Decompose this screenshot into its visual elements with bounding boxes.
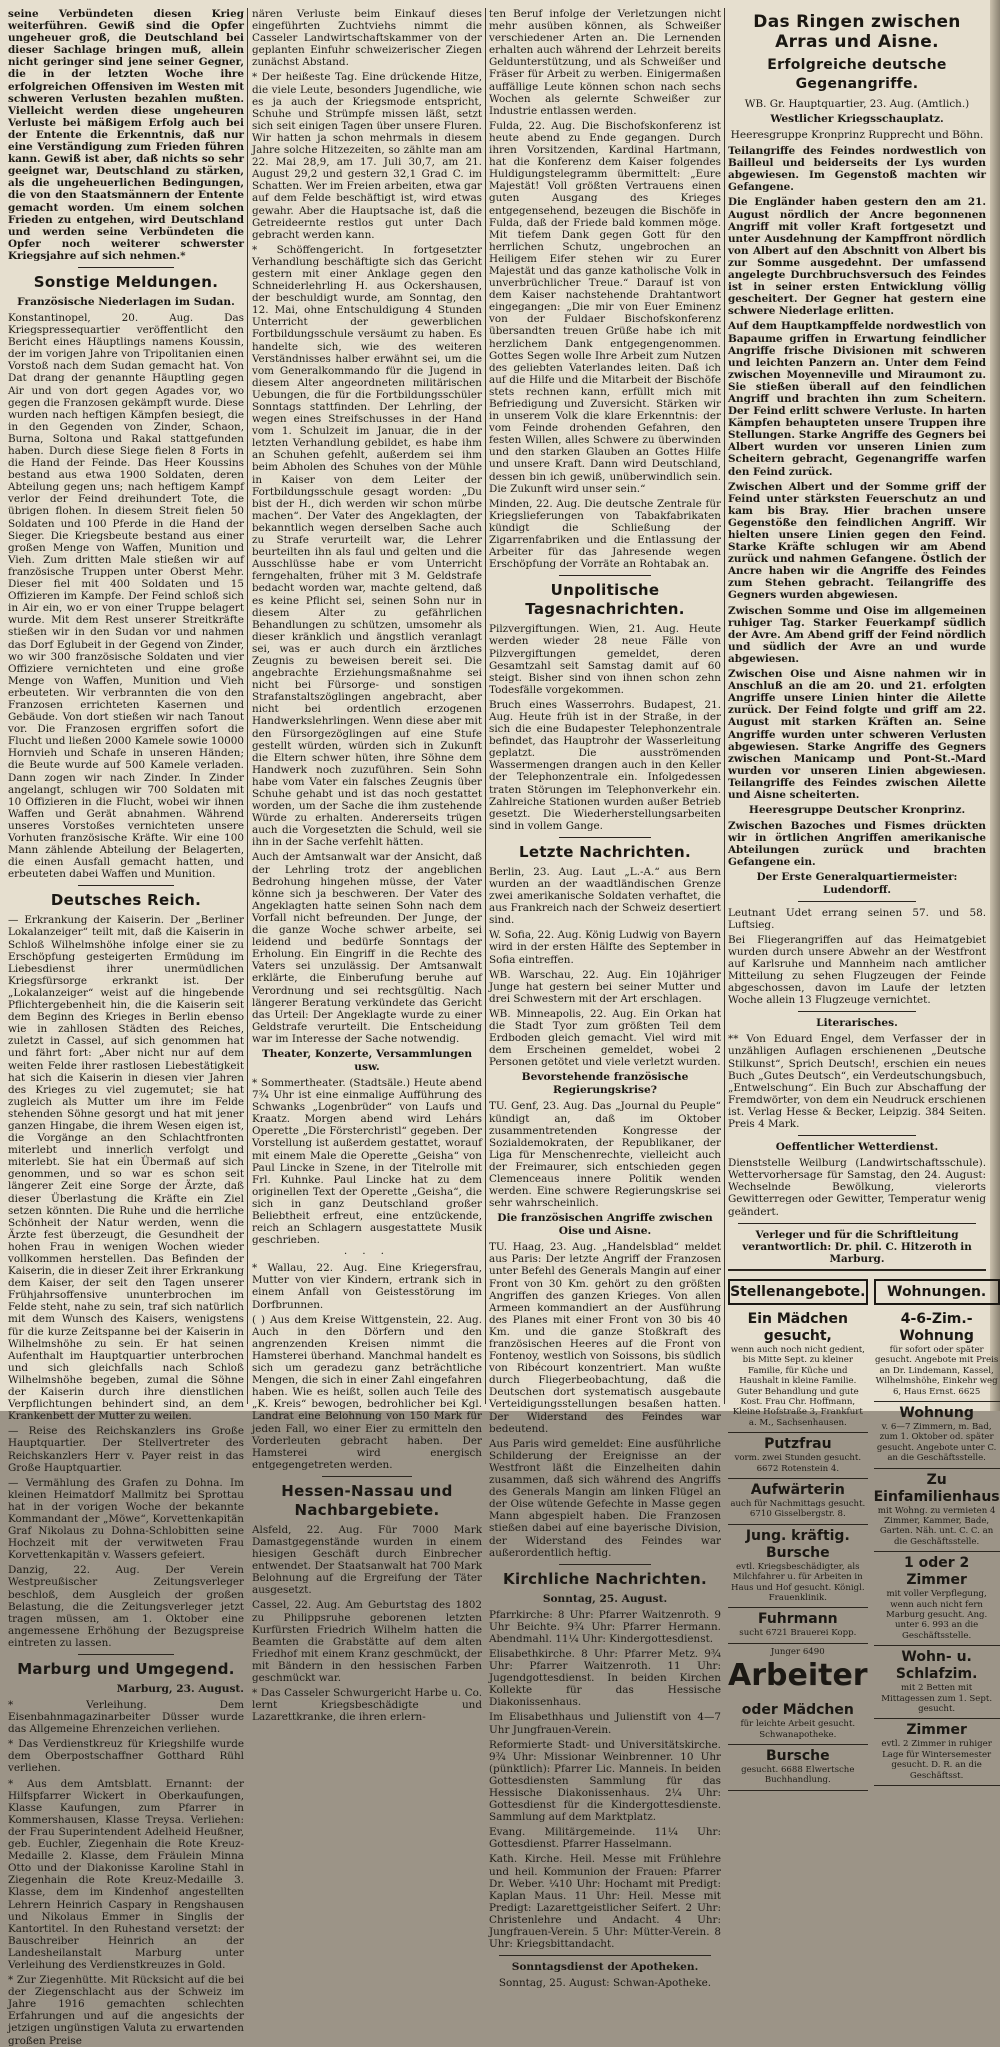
ad-title: Wohnung xyxy=(899,1404,974,1421)
article-text: seine Verbündeten diesen Krieg weiterführen. Gewiß sind die Opfer ungeheuer groß, die Deutschland bei dieser Sachlage bringen muß, allein nicht geringer sind jene seiner Gegner, die in der letzten Woche ihre erfolgreichen Offensiven im Westen mit schweren Verlusten bezahlen mußten. Vielleicht werden diese ungeheuren Verluste bei mäßigem Erfolg auch bei der Entente die Erkenntnis, daß nur eine Verständigung zum Frieden führen kann. Gewiß ist aber, daß nichts so sehr geeignet war, Deutschland zu stärken, als die ungeheuerlichen Bedingungen, die von den Staatsmännern der Entente gemacht worden. Um einem solchen Frieden zu entgehen, wird Deutschland und werden seine Verbündeten die Opfer noch weiterer schwerster Kriegsjahre auf sich nehmen.* xyxy=(8,8,244,262)
report-text: Zwischen Oise und Aisne nahmen wir in Anschluß an die am 20. und 21. erfolgten Angriffe unsere Linien hinter die Ailette zurück. Der Feind folgte und griff am 22. August mit starken Kräften an. Seine Angriffe wurden unter schweren Verlusten abgewiesen. Starke Angriffe des Gegners zwischen Manicamp und Pont-St.-Mard wurden vor unseren Linien abgewiesen. Teilangriffe des Feindes zwischen Ailette und Aisne scheiterten. xyxy=(728,668,986,801)
article-text: Fulda, 22. Aug. Die Bischofskonferenz ist heute abend zu Ende gegangen. Durch ihren Vorsitzenden, Kardinal Hartmann, hat die Konferenz dem Kaiser folgendes Huldigungstelegramm übermittelt: „Eure Majestät! Voll größten Vertrauens einen guten Ausgang des Krieges entgegensehend, bezeugen die Bischöfe in Fulda, daß der Friede bald kommen möge. Mit tiefem Dank gegen Gott für den herrlichen Schutz, ungebrochen an Heiligem Eifer stehen wir zu Eurer Majestät und das ganze katholische Volk in unverbrüchlicher Treue.“ Darauf ist von dem Kaiser nachstehende Drahtantwort eingegangen: „Die mir von Euer Eminenz von der Fuldaer Bischofskonferenz übersandten treuen Grüße habe ich mit herzlichem Dank entgegengenommen. Gottes Segen wolle Ihre Arbeit zum Nutzen des geliebten Vaterlandes leiten. Daß ich auf die Hilfe und die Mitarbeit der Bischöfe stets rechnen kann, erfüllt mich mit Befriedigung und Zuversicht. Stärken wir in unserem Volk die klare Erkenntnis: der vom Feinde drohenden Gefahren, den festen Willen, alles Schwere zu überwinden und den starken Glauben an Gottes Hilfe und unsere Kraft. Dann wird Deutschland, dessen bin ich gewiß, unüberwindlich sein. Die Zukunft wird unser sein.“ xyxy=(489,119,721,495)
article-subheading: Theater, Konzerte, Versammlungen usw. xyxy=(261,1047,473,1073)
ad-item xyxy=(874,1646,1000,1719)
ad-body: gesucht. 6688 Elwertsche Buchhandlung. xyxy=(741,1765,855,1786)
article-subheading: Heeresgruppe Deutscher Kronprinz. xyxy=(748,804,966,817)
ad-item xyxy=(728,1525,868,1609)
section-heading: Kirchliche Nachrichten. xyxy=(503,1569,707,1588)
article-text: Leutnant Udet errang seinen 57. und 58. Luftsieg. xyxy=(728,906,986,931)
dateline: WB. Gr. Hauptquartier, 23. Aug. (Amtlich.) xyxy=(744,98,970,110)
article-text: ( ) Aus dem Kreise Wittgenstein, 22. Aug. Auch in den Dörfern und den angrenzenden Kreisen nimmt die Hamsterei überhand. Manchmal handelt es sich um geradezu ganz beträchtliche Mengen, die sich in einer Zahl eingefahren haben. Wie es heißt, sollen auch Teile des „K. Kreis“ bewogen, bedrohlicher bei Kgl. Landrat eine Belohnung von 150 Mark für jeden Fall, wo einer Eier zu ermitteln den Vorderleuten gebracht haben. Der Hamsterei wird energisch entgegengetreten werden. xyxy=(252,1313,482,1471)
section-rule xyxy=(798,901,916,902)
article-text: * Der heißeste Tag. Eine drückende Hitze, die viele Leute, besonders Jugendliche, wie es ja auch der Kriegsmode entspricht, Schuhe und Strümpfe missen läßt, setzt sich seit einigen Tagen über unsere Fluren. Wir hatten ja schon mehrmals in diesem Jahre solche Hitzezeiten, so zählte man am 22. Mai 28,9, am 17. Juli 30,7, am 21. August 29,2 und gestern 32,1 Grad C. im Schatten. Wer im Freien arbeiten, etwa gar auf dem Felde beschäftigt ist, wird etwas gewahr. Aber die Hauptsache ist, daß die Getreideernte restlos gut unter Dach gebracht werden kann. xyxy=(252,71,482,241)
ad-body: mit voller Verpflegung, wenn auch nicht fern Marburg gesucht. Ang. unter 6. 993 an die Geschäftsstelle. xyxy=(886,1589,988,1641)
column-1 xyxy=(8,8,244,2047)
ad-body: auch für Nachmittags gesucht. 6710 Gisselbergstr. 8. xyxy=(730,1498,866,1520)
section-rule xyxy=(559,1564,651,1565)
classifieds xyxy=(728,1279,1000,1791)
section-rule xyxy=(499,1955,711,1956)
article-text: Danzig, 22. Aug. Der Verein Westpreußischer Zeitungsverleger beschloß, dem Ausgleich der großen Belastung, die die Zeitungsverleger jetzt tragen müssen, am 1. Oktober eine angemessene Erhöhung der Bezugspreise eintreten zu lassen. xyxy=(8,1564,244,1649)
ad-item xyxy=(728,1745,868,1791)
page-edge xyxy=(990,0,1000,1411)
ad-body: v. 6—7 Zimmern, m. Bad, zum 1. Oktober od. später gesucht. Angebote unter C. an die Geschäftsstelle. xyxy=(876,1421,997,1464)
section-rule xyxy=(559,575,651,576)
ad-title: 1 oder 2 Zimmer xyxy=(903,1555,970,1589)
article-text: Auch der Amtsanwalt war der Ansicht, daß der Lehrling trotz der angeblichen Bedrohung hingehen müsse, der Vater könne sich ja beschweren. Der Vater des Angeklagten hatte seinen Sohn nach dem Vorfall nicht befreunden. Der Junge, der die ganze Woche schwer arbeite, sei leidend und bedürfe Sonntags der Erholung. Ein Eingriff in die Rechte des Vaters sei unzulässig. Der Amtsanwalt erklärte, die Einberufung beruhe auf Verordnung und sei rechtsgültig. Nach längerer Beratung verkündete das Gericht das Urteil: Der Angeklagte wurde zu einer Geldstrafe verurteilt. Die Entscheidung war im Interesse der Sache notwendig. xyxy=(252,851,482,1045)
ad-title: Aufwärterin xyxy=(750,1481,845,1498)
article-text: — Vermählung des Grafen zu Dohna. Im kleinen Heimatdorf Mallmitz bei Sprottau hat in der vorigen Woche der bekannte Kommandant der „Möwe“, Korvettenkapitän Graf Nikolaus zu Dohna-Schlobitten seine Hochzeit mit der verwitweten Frau Korvettenkapitän v. Wassers gefeiert. xyxy=(8,1476,244,1562)
article-subheading: Bevorstehende französische Regierungskrise? xyxy=(521,1071,689,1097)
article-text: TU. Haag, 23. Aug. „Handelsblad“ meldet aus Paris: Der letzte Angriff der Franzosen unter Befehl des Generals Mangin auf einer Front von 30 Km. gehört zu den größten Angriffen des ganzen Krieges. Von allen Armeen kommandiert an der Ausführung des Planes mit einer Front von 30 bis 40 Km. und die ganze Stoßkraft des französischen Heeres auf die Front von Fontenoy, westlich von Soissons, bis südlich von Ribécourt konzentriert. Man wußte durch Fliegerbeobachtung, daß die Deutschen dort systematisch ausgebaute Verteidigungsstellungen besaßen hatten. Der Widerstand des Feindes war bedeutend. xyxy=(489,1241,721,1435)
ad-title: Ein Mädchen gesucht, xyxy=(747,1310,848,1344)
imprint: Verleger und für die Schriftleitung verantwortlich: Dr. phil. C. Hitzeroth in Marburg. xyxy=(742,1228,972,1265)
ad-item xyxy=(874,1469,1000,1553)
section-rule xyxy=(78,267,174,268)
dateline: Sonntag, 25. August. xyxy=(542,1592,668,1605)
article-text: Konstantinopel, 20. Aug. Das Kriegspressequartier veröffentlicht den Bericht eines Häuptlings namens Koussin, der im vorigen Jahre von Tripolitanien einen Vorstoß nach dem Sudan gemacht hat. Von Dat drang der genannte Häuptling gegen Air und von dort gegen Agades vor, wo gegen die Franzosen gekämpft wurde. Diese wurden nach heftigen Kämpfen besiegt, die in den Gegenden von Zinder, Schaon, Burna, Soltona und Rakal stattgefunden haben. Durch diese Siege fielen 8 Forts in die Hand der Feinde. Das Heer Koussins bestand aus etwa 1900 Soldaten, deren Abteilung gegen uns; nach heftigem Kampf verlor der Feind dreihundert Tote, die übrigen flohen. In diesem Streit fielen 50 Soldaten und 100 Pferde in die Hand der Sieger. Die Kriegsbeute bestand aus einer großen Menge von Waffen, Munition und Vieh. Zum dritten Male stießen wir auf französische Truppen unter Oberst Mehr. Dieser fiel mit 400 Soldaten und 15 Offizieren im Kampfe. Der Feind schloß sich in Air ein, wo er von einer Truppe belagert wurde. Mit dem Rest unserer Streitkräfte stießen wir in den Sudan vor und nahmen das Dorf Eglubeit in der Gegend von Zinder, wo wir 300 französische Soldaten und vier Offiziere vernichteten und eine große Menge von Waffen, Munition und Vieh erbeuteten. Wir verbrannten die von den Franzosen errichteten Kasernen und Gebäude. Von dort stießen wir nach Tanout vor. Die Franzosen ergriffen sofort die Flucht und ließen 2000 Kamele sowie 10000 Hornvieh und Schafe in unseren Händen; die Beute wurde auf 500 Kamele verladen. Dann zogen wir nach Zinder. In Zinder angelangt, schlugen wir 700 Soldaten mit 10 Offizieren in die Flucht, wobei wir ihnen Waffen und Gerät abnahmen. Während unseres Vorstoßes vernichteten unsere Vorhuten französische Kräfte. Wir eine 100 Mann zählende Abteilung der Belagerten, die einen Ausfall gemacht hatten, und erbeuteten dabei Waffen und Munition. xyxy=(8,311,244,881)
article-text: Elisabethkirche. 8 Uhr: Pfarrer Metz. 9¾ Uhr: Pfarrer Waitzenroth. 11 Uhr: Jugendgottesdienst. In beiden Kirchen Kollekte für das Hessische Diakonissenhaus. xyxy=(489,1647,721,1709)
report-text: Zwischen Bazoches und Fismes drückten wir in örtlichen Angriffen amerikanische Abteilungen zurück und brachten Gefangene ein. xyxy=(728,820,986,869)
article-text: Im Elisabethhaus und Julienstift von 4—7 Uhr Jungfrauen-Verein. xyxy=(489,1711,721,1736)
ad-title: Wohn- u. Schlafzim. xyxy=(895,1649,978,1683)
article-text: * Sommertheater. (Stadtsäle.) Heute abend 7¾ Uhr ist eine einmalige Aufführung des Schwanks „Logenbrüder“ von Laufs und Kraatz. Morgen abend wird Lehárs Operette „Die Försterchristl“ gegeben. Der Vorstellung ist außerdem gestattet, worauf mit einem Male die Operette „Geisha“ von Paul Lincke in Szene, in der Titelrolle mit Frl. Kuhnke. Paul Lincke hat zu dem originellen Text der Operette „Geisha“, die sich in ganz Deutschland großer Beliebtheit erfreut, eine entzückende, reich an Schlagern ausgestattete Musik geschrieben. xyxy=(252,1076,482,1247)
ad-item xyxy=(728,1308,868,1433)
column-2 xyxy=(252,8,482,1724)
ad-body: für sofort oder später gesucht. Angebote mit Preis an Dr. Lindemann, Kassel, Wilhelmshöhe, Einkehr weg 6, Haus Ernst. 6625 xyxy=(874,1344,999,1397)
weather-text: Dienststelle Weilburg (Landwirtschaftsschule). Wettervorhersage für Samstag, den 24. August: Wechselnde Bewölkung, vielerorts Gewitterregen oder Gewitter, Temperatur wenig geändert. xyxy=(728,1157,986,1218)
ads-right xyxy=(874,1279,1000,1791)
signature: Der Erste Generalquartiermeister: Ludendorff. xyxy=(756,871,958,896)
column-rule xyxy=(724,8,725,1404)
ad-title: Fuhrmann xyxy=(757,1611,838,1628)
article-text: Reformierte Stadt- und Universitätskirche. 9¾ Uhr: Missionar Weinbrenner. 10 Uhr (pünktlich): Pfarrer Lic. Manneis. In beiden Gottesdiensten Sammlung für das Hessische Diakonissenhaus. 2¼ Uhr: Gottesdienst für die Kindergottesdienste. Sammlung auf dem Marktplatz. xyxy=(489,1738,721,1824)
ad-item xyxy=(874,1308,1000,1402)
ad-item xyxy=(728,1699,868,1745)
section-rule xyxy=(78,1654,174,1655)
article-text: * Wallau, 22. Aug. Eine Kriegersfrau, Mutter von vier Kindern, ertrank sich in einem Anfall von Geistesstörung im Dorfbrunnen. xyxy=(252,1262,482,1311)
report-text: Zwischen Somme und Oise im allgemeinen ruhiger Tag. Starker Feuerkampf südlich der Avre. Am Abend griff der Feind nördlich und südlich der Avre an und wurde abgewiesen. xyxy=(728,604,986,665)
pharmacy-heading: Sonntagsdienst der Apotheken. xyxy=(511,1961,699,1974)
article-text: * Aus dem Amtsblatt. Ernannt: der Hilfspfarrer Wickert in Oberkaufungen, Klasse Kaufungen, zum Pfarrer in Kommershausen, Klasse Treysa. Verliehen: der Frau Superintendent Adelheid Heußner, geb. Euchler, Ziegenhain die Rote Kreuz-Medaille 2. Klasse, dem Fräulein Minna Otto und der Diakonisse Karoline Stahl in Ziegenhain die Rote Kreuz-Medaille 3. Klasse, dem im Kindenhof angestellten Lehrern Heinrich Caspary in Rengshausen und Nikolaus Emmer in Singlis der Kantortitel. In den Ruhestand versetzt: der Bauschreiber Heinrich an der Landesheilanstalt Marburg unter Verleihung des Verdienstkreuzes in Gold. xyxy=(8,1777,244,1971)
ad-body: vorm. zwei Stunden gesucht. 6672 Rotenstein 4. xyxy=(734,1453,862,1474)
ad-title: Bursche xyxy=(765,1748,830,1764)
article-text: Berlin, 23. Aug. Laut „L.-A.“ aus Bern wurden an der waadtländischen Grenze zwei amerikanische Soldaten verhaftet, die aus Frankreich nach der Schweiz desertiert sind. xyxy=(489,865,721,927)
column-rule xyxy=(247,8,248,1404)
ads-heading-jobs: Stellenangebote. xyxy=(728,1279,868,1305)
article-subheading: Französische Niederlagen im Sudan. xyxy=(17,295,235,308)
article-subheading: Heeresgruppe Kronprinz Rupprecht und Böhn. xyxy=(730,129,984,142)
article-text: — Reise des Reichskanzlers ins Große Hauptquartier. Der Stellvertreter des Reichskanzlers Herr v. Payer reist in das Große Hauptquartier. xyxy=(8,1425,244,1474)
ad-body: evtl. 2 Zimmer in ruhiger Lage für Wintersemester gesucht. D. R. an die Geschäftsst. xyxy=(881,1739,992,1781)
article-text: Bruch eines Wasserrohrs. Budapest, 21. Aug. Heute früh ist in der Straße, in der sich die eine Budapester Telephonzentrale befindet, das Hauptrohr der Wasserleitung geplatzt. Die ausströmenden Wassermengen drangen auch in den Keller der Telephonzentrale ein. Infolgedessen traten Störungen im Telephonverkehr ein. Zahlreiche Stationen wurden außer Betrieb gesetzt. Die Wiederherstellungsarbeiten sind in vollem Gange. xyxy=(489,698,721,832)
ads-left xyxy=(728,1279,868,1791)
headline-sub: Erfolgreiche deutsche Gegenangriffe. xyxy=(767,57,947,92)
ad-title: oder Mädchen xyxy=(741,1702,854,1719)
article-text: TU. Genf, 23. Aug. Das „Journal du Peuple“ kündigt an, daß im Oktober zusammentretenden Kongresse der Sozialdemokraten, der Republikaner, der Liga für Menschenrechte, vielleicht auch der Freimaurer, sich entschieden gegen Clemenceaus innere Politik wenden werden. Eine schwere Regierungskrise sei sehr wahrscheinlich. xyxy=(489,1100,721,1210)
article-text: nären Verluste beim Einkauf dieses eingeführten Zuchtviehs nimmt die Casseler Landwirtschaftskammer von der geplanten Einfuhr schweizerischer Ziegen zunächst Abstand. xyxy=(252,8,482,69)
article-text: Aus Paris wird gemeldet: Eine ausführliche Schilderung der Ereignisse an der Westfront läßt die Einzelheiten dahin zusammen, daß sich während des Angriffs des Generals Mangin am linken Flügel an der Oise wütende Gefechte in Masse gegen Mann abgespielt haben. Die Franzosen stießen dabei auf eine bayerische Division, der Widerstand des Feindes war außerordentlich heftig. xyxy=(489,1437,721,1559)
article-text: * Das Verdienstkreuz für Kriegshilfe wurde dem Oberpostschaffner Gotthard Rühl verliehen. xyxy=(8,1738,244,1775)
section-rule xyxy=(728,1269,986,1271)
column-3 xyxy=(489,8,721,1990)
ad-item xyxy=(874,1402,1000,1469)
section-rule xyxy=(322,1476,412,1477)
ad-item xyxy=(728,1644,868,1699)
column-rule xyxy=(485,8,486,1404)
article-text: W. Sofia, 22. Aug. König Ludwig von Bayern wird in der ersten Hälfte des September in Sofia eintreffen. xyxy=(489,929,721,966)
article-text: Evang. Militärgemeinde. 11¼ Uhr: Gottesdienst. Pfarrer Hasselmann. xyxy=(489,1826,721,1851)
ad-title: Zimmer xyxy=(906,1722,967,1739)
ad-item xyxy=(874,1719,1000,1786)
dateline: Marburg, 23. August. xyxy=(116,1683,244,1695)
ad-item xyxy=(728,1608,868,1643)
ad-body: Junger 6490 xyxy=(770,1646,825,1657)
article-text: Alsfeld, 22. Aug. Für 7000 Mark Damastgegenstände wurden in einem hiesigen Geschäft durch Einbrecher entwendet. Der Staatsanwalt hat 700 Mark Belohnung auf die Ergreifung der Täter ausgesetzt. xyxy=(252,1523,482,1597)
article-text: Cassel, 22. Aug. Am Geburtstag des 1802 zu Philippsruhe geborenen letzten Kurfürsten Friedrich Wilhelm hatten die Beamten die Grabstätte auf dem alten Friedhof mit einem Kranz geschmückt, der mit Bändern in den hessischen Farben geschmückt war. xyxy=(252,1599,482,1684)
section-rule xyxy=(798,1135,916,1136)
section-heading: Unpolitische Tagesnachrichten. xyxy=(525,581,685,619)
article-text: WB. Warschau, 22. Aug. Ein 10jähriger Junge hat gestern bei seiner Mutter und drei Schwestern mit der Art erschlagen. xyxy=(489,968,721,1005)
article-text: ten Beruf infolge der Verletzungen nicht mehr ausüben können, als Schweißer verschiedener Arten an. Die Lernenden erhalten auch während der Lehrzeit bereits Geldunterstützung, und als Schweißer und Fräser für Arbeit zu werben. Einigermaßen auffällige Leute können schon nach sechs Wochen als gelernte Schweißer zur Industrie entlassen werden. xyxy=(489,8,721,117)
article-text: * Verleihung. Dem Eisenbahnmagazinarbeiter Düsser wurde das Allgemeine Ehrenzeichen verliehen. xyxy=(8,1699,244,1736)
section-heading: Sonstige Meldungen. xyxy=(33,272,219,291)
ads-heading-apartments: Wohnungen. xyxy=(874,1279,1000,1305)
section-rule xyxy=(78,885,174,886)
section-heading: Letzte Nachrichten. xyxy=(519,842,691,861)
headline: Das Ringen zwischen Arras und Aisne. xyxy=(753,12,961,52)
ad-body: wenn auch noch nicht gedient, bis Mitte Sept. zu kleiner Familie, für Küche und Haushalt in kleine Familie. Guter Behandlung und gute Kost. Frau Chr. Hoffmann, Kleine Hofstraße 3, Frankfurt a. M., Sachsenhausen. xyxy=(730,1344,865,1428)
ad-body: sucht 6721 Brauerei Kopp. xyxy=(739,1628,857,1639)
section-rule xyxy=(738,1223,976,1224)
section-heading: Deutsches Reich. xyxy=(50,891,202,910)
section-heading: Oeffentlicher Wetterdienst. xyxy=(775,1141,939,1154)
article-text: * Schöffengericht. In fortgesetzter Verhandlung beschäftigte sich das Gericht gestern mit einer Anklage gegen den Schneiderlehrling H. aus Ockershausen, der beschuldigt wurde, am Sonntag, den 12. Mai, ohne Entschuldigung 4 Stunden Unterricht der gewerblichen Fortbildungsschule versäumt zu haben. Es handelte sich, wie des weiteren Verständnisses halber erwähnt sei, um die vom Generalkommando für die Jugend in diesem Alter angeordneten militärischen Uebungen, die für die Fortbildungsschüler Sonntags stattfinden. Der Lehrling, der wegen eines Streifschusses in der Hand vom 1. Schulzeit im Januar, die in der letzten Verhandlung gebildet, es habe ihm an Schuhen gefehlt, außerdem sei ihm beim Abholen des Schuhes von der Mühle in Kaiser von dem Leiter der Fortbildungsschule gesagt worden: „Du bist der H., dich werden wir schon mürbe machen“. Der Vater des Angeklagten, der bekanntlich wegen derselben Sache auch zu Strafe verurteilt war, die Lehrer beurteilten ihn als faul und gelten und die Ausschlüsse habe er vom Unterricht ferngehalten, früher mit 3 M. Geldstrafe bedacht worden war, machte geltend, daß es keine Pflicht sei, seinen Sohn nur in diesem Alter zu gefährlichen Behandlungen zu schützen, umsomehr als dieser kränklich und ängstlich veranlagt sei, was er auch durch ein ärztliches Zeugnis zu beweisen bereit sei. Die angebrachte Erziehungsmaßnahme sei nicht bei Fürsorge- und sonstigen Strafanstaltszöglingen angebracht, aber nicht bei ordentlich erzogenen Handwerkslehrlingen. Wenn diese aber mit den Fürsorgezöglingen auf eine Stufe gestellt würden, würden sich in Zukunft die Eltern schwer hüten, ihre Söhne dem Handwerk noch zuzuführen. Sein Sohn habe vom Vater ein falsches Zeugnis über Schuhe gehabt und ist das noch gestattet worden, um der Sache die ihm zustehende Würde zu erhalten. Andererseits trügen auch die Vorgesetzten die Schuld, weil sie ihn in der Sache verfehlt hätten. xyxy=(252,243,482,849)
ad-item xyxy=(728,1433,868,1479)
report-text: Auf dem Hauptkampffelde nordwestlich von Bapaume griffen in Erwartung feindlicher Angriffe frische Divisionen mit schweren und leichten Panzern an. Unter dem Feind zwischen Moyenneville und Miraumont zu. Sie stießen überall auf den feindlichen Angriff und brachten ihn zum Scheitern. Der Feind erlitt schwere Verluste. In harten Kämpfen behaupteten unsere Truppen ihre Stellungen. Starke Angriffe des Gegners bei Albert wurden vor unseren Linien zum Scheitern gebracht, Gegenangriffe warfen den Feind zurück. xyxy=(728,320,986,478)
article-text: — Erkrankung der Kaiserin. Der „Berliner Lokalanzeiger“ teilt mit, daß die Kaiserin in Schloß Wilhelmshöhe infolge einer sie zu Erschöpfung gesteigerten Ermüdung im Liebesdienst ihrer unermüdlichen Kriegsfürsorge erkrankt ist. Der „Lokalanzeiger“ weist auf die hingebende Pflichtergebenheit hin, die die Kaiserin seit dem Beginn des Krieges in Berlin ebenso wie in zahllosen Städten des Reiches, zuletzt in Cassel, auf sich genommen hat und fährt fort: „Aber nicht nur auf dem weiten Felde ihrer rastlosen Liebestätigkeit hat sich die Kaiserin in diesen vier Jahren des Krieges zu viel zugemutet; sie hat zugleich als Mutter um ihre im Felde stehenden Söhne gesorgt und hat mit jener ganzen Hingabe, die ihrem Wesen eigen ist, die Vorgänge an den Schlachtfronten miterlebt und innerlich verfolgt und miterlebt. Sie hat ein Übermaß auf sich genommen, und so war es schon seit längerer Zeit eine Sorge der Ärzte, daß dieser Überlastung die Kräfte ein Ziel setzen könnten. Die Ruhe und die herrliche Schönheit der Natur werden, wenn die Ärzte fest überzeugt, die Gesundheit der hohen Frau in wenigen Wochen wieder vollkommen herstellen. Das Befinden der Kaiserin, die in dieser Zeit ihrer Erkrankung dem Kaiser, der seit den Tagen unserer Frühjahrsoffensive ununterbrochen im Felde steht, nahe zu sein, traf sich natürlich mit dem Wunsch des Kaisers, wenigstens für die kurze Zeitspanne bei der Kaiserin in Wilhelmshöhe zu sein. Er hat seinen Aufenthalt im Hauptquartier unterbrochen und sich gleichfalls nach Schloß Wilhelmshöhe begeben, zumal die Söhne der Kaiserin durch ihre dienstlichen Verpflichtungen behindert sind, an dem Krankenbett der Mutter zu weilen. xyxy=(8,914,244,1423)
report-text: Zwischen Albert und der Somme griff der Feind unter stärksten Feuerschutz an und kam bis Bray. Hier brachen unsere Gegenstöße den feindlichen Angriff. Wir hielten unsere Linien gegen den Feind. Starke Kräfte schlugen wir am Abend zurück und nahmen Gefangene. Östlich der Ancre haben wir die Angriffe des Feindes zum Stehen gebracht. Teilangriffe des Gegners wurden abgewiesen. xyxy=(728,480,986,602)
ad-item xyxy=(874,1552,1000,1646)
report-text: Teilangriffe des Feindes nordwestlich von Bailleul und beiderseits der Lys wurden abgewiesen. Im Gegenstoß machten wir Gefangene. xyxy=(728,145,986,194)
ad-item xyxy=(728,1479,868,1525)
ad-title: 4-6-Zim.-Wohnung xyxy=(899,1310,974,1344)
ad-title: Zu Einfamilienhaus xyxy=(873,1471,1000,1505)
pharmacy-text: Sonntag, 25. August: Schwan-Apotheke. xyxy=(498,1977,712,1990)
section-rule xyxy=(559,837,651,838)
article-text: WB. Minneapolis, 22. Aug. Ein Orkan hat die Stadt Tyor zum größten Teil dem Erdboden gleich gemacht. Viel wird mit dem Erscheinen gemeldet, wobei 2 Personen getötet und viele verletzt wurden. xyxy=(489,1007,721,1069)
section-heading: Marburg und Umgegend. xyxy=(17,1660,235,1678)
ad-title: Putzfrau xyxy=(764,1436,832,1453)
ad-body: evtl. Kriegsbeschädigter, als Milchfahrer u. für Arbeiten in Haus und Hof gesucht. Königl. Frauenklinik. xyxy=(731,1561,865,1603)
article-subheading: Westlicher Kriegsschauplatz. xyxy=(770,113,944,126)
article-subheading: Die französischen Angriffe zwischen Oise und Aisne. xyxy=(497,1212,713,1238)
article-text: Bei Fliegerangriffen auf das Heimatgebiet wurden durch unsere Abwehr an der Westfront auf Karlsruhe und Mannheim nach amtlicher Mitteilung zu sehen Flugzeugen der Feinde abgeschossen, davon im Laufe der letzten Woche allein 13 Flugzeuge vernichtet. xyxy=(728,933,986,1007)
article-text: ** Von Eduard Engel, dem Verfasser der in unzähligen Auflagen erschienenen „Deutsche Stilkunst“, Sprich Deutsch!, erschien ein neues Buch „Gutes Deutsch“, ein Verdeutschungsbuch, „Entwelschung“. Ein Buch zur Abschaffung der Fremdwörter, von dem ein Neudruck erschienen ist. Verlag Hesse & Becker, Leipzig. 384 Seiten. Preis 4 Mark. xyxy=(728,1033,986,1131)
column-4 xyxy=(728,8,1000,1786)
separator: · · · xyxy=(344,1249,390,1261)
section-heading: Literarisches. xyxy=(816,1017,898,1030)
article-text: * Zur Ziegenhütte. Mit Rücksicht auf die bei der Ziegenschlacht aus der Schweiz im Jahre 1916 gemachten schlechten Erfahrungen und auf die angesichts der jetzigen ungünstigen Valuta zu erwartenden großen Preise xyxy=(8,1974,244,2047)
article-text: Pilzvergiftungen. Wien, 21. Aug. Heute werden wieder 28 neue Fälle von Pilzvergiftungen gemeldet, deren Gesamtzahl seit Samstag damit auf 60 steigt. Bisher sind von ihnen schon zehn Todesfälle vorgekommen. xyxy=(489,623,721,696)
section-rule xyxy=(798,1011,916,1012)
ad-body: für leichte Arbeit gesucht. Schwanapotheke. xyxy=(740,1719,856,1740)
section-heading: Hessen-Nassau und Nachbargebiete. xyxy=(281,1481,453,1519)
article-text: Minden, 22. Aug. Die deutsche Zentrale für Kriegslieferungen von Tabakfabrikaten kündigt die Schließung der Zigarrenfabriken und die Entlassung der Arbeiter für das Jahresende wegen Erschöpfung der Vorräte an Rohtabak an. xyxy=(489,497,721,571)
ad-body: mit Wohng. zu vermieten 4 Zimmer, Kammer, Bade, Garten. Näh. unt. C. C. an die Geschäftsstelle. xyxy=(877,1505,996,1547)
article-text: * Das Casseler Schwurgericht Harbe u. Co. lernt Kriegsbeschädigte und Lazarettkranke, die ihren erlern- xyxy=(252,1687,482,1724)
ad-body: mit 2 Betten mit Mittagessen zum 1. Sept. gesucht. xyxy=(881,1683,993,1714)
ad-title: Jung. kräftig. Bursche xyxy=(745,1527,850,1561)
article-text: Kath. Kirche. Heil. Messe mit Frühlehre und heil. Kommunion der Frauen: Pfarrer Dr. Weber. ¼10 Uhr: Hochamt mit Predigt: Kaplan Maus. 11 Uhr: Heil. Messe mit Predigt: Lazarettgeistlicher Seifert. 2 Uhr: Christenlehre und Andacht. 4 Uhr: Jungfrauen-Verein. 5 Uhr: Mütter-Verein. 8 Uhr: Kriegsbittandacht. xyxy=(489,1853,721,1951)
ad-title: Arbeiter xyxy=(728,1658,868,1694)
article-text: Pfarrkirche: 8 Uhr: Pfarrer Waitzenroth. 9 Uhr Beichte. 9¾ Uhr: Pfarrer Hermann. Abendmahl. 11¼ Uhr: Kindergottesdienst. xyxy=(489,1608,721,1645)
report-text: Die Engländer haben gestern den am 21. August nördlich der Ancre begonnenen Angriff mit voller Kraft fortgesetzt und unter Ausdehnung der Kampffront nördlich von Albert auf den Abschnitt von Albert bis zur Somme ausgedehnt. Der umfassend angelegte Durchbruchsversuch des Feindes ist in seiner ersten Entwicklung völlig gescheitert. Der Gegner hat gestern eine schwere Niederlage erlitten. xyxy=(728,196,986,318)
